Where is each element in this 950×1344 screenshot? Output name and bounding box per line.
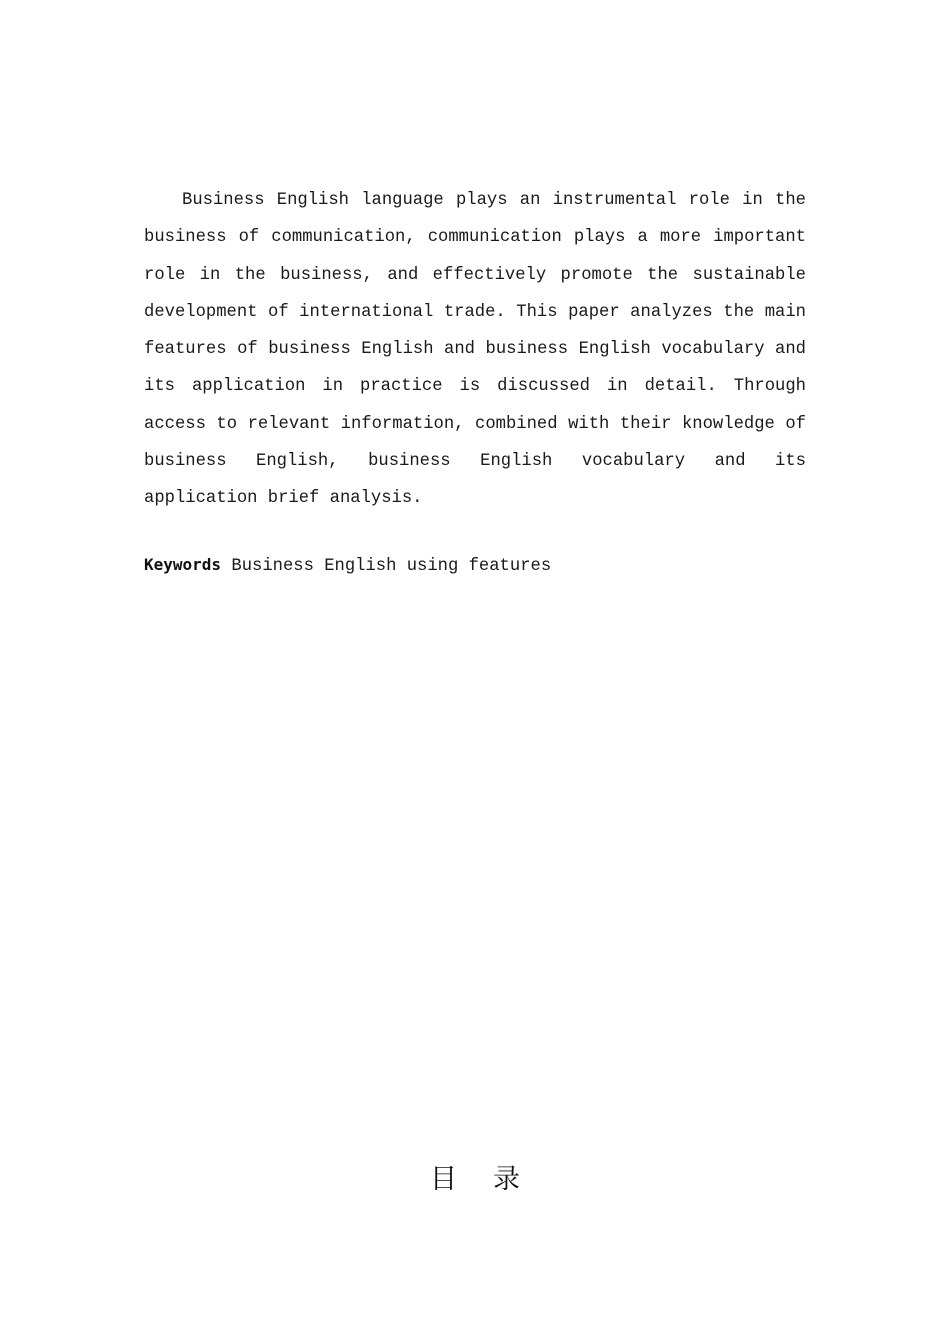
keywords-text: Business English using features [231, 557, 552, 576]
keywords-label: Keywords [144, 555, 222, 574]
toc-heading: 目录 [430, 1164, 556, 1195]
abstract-paragraph: Business English language plays an instrumental role in the business of communication, communication plays a more important role in the business, and effectively promote the sustainable development of international trade. This paper analyzes the main features of business English and business English vocabulary and its application in practice is discussed in detail. Through access to relevant information, combined with their knowledge of business English, business English vocabulary and its application brief analysis. [144, 191, 806, 509]
keywords-line [144, 553, 551, 579]
